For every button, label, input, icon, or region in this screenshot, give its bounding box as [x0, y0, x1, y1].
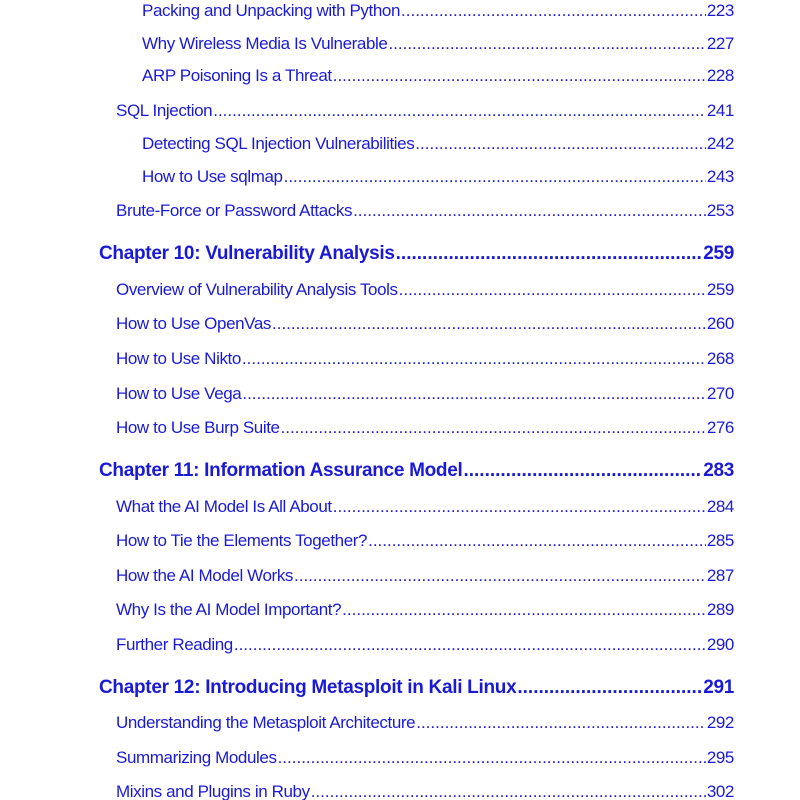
toc-entry-page-number: 270 — [706, 384, 734, 403]
dot-leader — [333, 66, 706, 86]
toc-entry-title: How to Use sqlmap — [142, 167, 283, 186]
toc-entry-title: Why Is the AI Model Important? — [116, 600, 342, 619]
toc-entry-page-number: 242 — [706, 134, 734, 153]
dot-leader — [342, 600, 706, 620]
toc-entry-page-number: 292 — [706, 713, 734, 732]
toc-chapter-12[interactable] — [99, 677, 734, 699]
dot-leader — [294, 566, 706, 586]
toc-entry-detecting-sql-injection[interactable] — [142, 134, 734, 154]
toc-entry-title: ARP Poisoning Is a Threat — [142, 66, 332, 85]
toc-chapter-page-number: 283 — [703, 460, 734, 481]
toc-entry-page-number: 223 — [706, 1, 734, 20]
dot-leader — [284, 167, 706, 187]
toc-entry-title: Packing and Unpacking with Python — [142, 1, 401, 20]
toc-entry-ai-model-important[interactable] — [116, 600, 734, 620]
dot-leader — [396, 243, 703, 265]
dot-leader — [311, 782, 706, 800]
toc-entry-page-number: 302 — [706, 782, 734, 800]
toc-entry-title: Understanding the Metasploit Architecture — [116, 713, 416, 732]
dot-leader — [242, 349, 706, 369]
toc-chapter-11[interactable] — [99, 460, 734, 482]
toc-chapter-title: Chapter 11: Information Assurance Model — [99, 460, 463, 481]
toc-chapter-10[interactable] — [99, 243, 734, 265]
dot-leader — [353, 201, 706, 221]
toc-entry-page-number: 253 — [706, 201, 734, 220]
dot-leader — [416, 713, 706, 733]
toc-entry-page-number: 295 — [706, 748, 734, 767]
toc-entry-metasploit-architecture[interactable] — [116, 713, 734, 733]
toc-entry-title: Mixins and Plugins in Ruby — [116, 782, 310, 800]
toc-entry-page-number: 268 — [706, 349, 734, 368]
dot-leader — [368, 531, 706, 551]
toc-entry-page-number: 276 — [706, 418, 734, 437]
toc-entry-title: How the AI Model Works — [116, 566, 294, 585]
toc-entry-title: Detecting SQL Injection Vulnerabilities — [142, 134, 415, 153]
toc-chapter-title: Chapter 12: Introducing Metasploit in Kali Linux — [99, 677, 517, 698]
toc-entry-title: Why Wireless Media Is Vulnerable — [142, 34, 388, 53]
toc-entry-title: Overview of Vulnerability Analysis Tools — [116, 280, 398, 299]
toc-chapter-page-number: 259 — [703, 243, 734, 264]
toc-entry-title: How to Use OpenVas — [116, 314, 272, 333]
toc-entry-ai-model-about[interactable] — [116, 497, 734, 517]
toc-entry-page-number: 287 — [706, 566, 734, 585]
dot-leader — [415, 134, 706, 154]
toc-entry-wireless-media-vulnerable[interactable] — [142, 34, 734, 54]
dot-leader — [333, 497, 706, 517]
dot-leader — [278, 748, 706, 768]
toc-entry-sql-injection[interactable] — [116, 101, 734, 121]
dot-leader — [234, 635, 706, 655]
toc-entry-title: Further Reading — [116, 635, 233, 654]
dot-leader — [388, 34, 705, 54]
dot-leader — [281, 418, 706, 438]
toc-entry-page-number: 228 — [706, 66, 734, 85]
toc-entry-page-number: 243 — [706, 167, 734, 186]
dot-leader — [517, 677, 702, 699]
toc-entry-title: What the AI Model Is All About — [116, 497, 332, 516]
toc-entry-title: Brute-Force or Password Attacks — [116, 201, 353, 220]
dot-leader — [242, 384, 705, 404]
toc-entry-vega[interactable] — [116, 384, 734, 404]
toc-entry-title: SQL Injection — [116, 101, 213, 120]
dot-leader — [272, 314, 706, 334]
toc-entry-page-number: 259 — [706, 280, 734, 299]
toc-entry-vulnerability-tools-overview[interactable] — [116, 280, 734, 300]
toc-entry-title: How to Use Nikto — [116, 349, 241, 368]
toc-entry-packing-unpacking-python[interactable] — [142, 1, 734, 21]
toc-entry-ai-model-works[interactable] — [116, 566, 734, 586]
toc-entry-page-number: 284 — [706, 497, 734, 516]
toc-entry-nikto[interactable] — [116, 349, 734, 369]
toc-entry-further-reading[interactable] — [116, 635, 734, 655]
toc-entry-burp-suite[interactable] — [116, 418, 734, 438]
toc-entry-arp-poisoning[interactable] — [142, 66, 734, 86]
toc-entry-page-number: 290 — [706, 635, 734, 654]
dot-leader — [213, 101, 706, 121]
toc-entry-summarizing-modules[interactable] — [116, 748, 734, 768]
toc-entry-mixins-plugins-ruby[interactable] — [116, 782, 734, 800]
dot-leader — [463, 460, 702, 482]
toc-entry-title: How to Use Vega — [116, 384, 242, 403]
toc-entry-page-number: 241 — [706, 101, 734, 120]
dot-leader — [399, 280, 706, 300]
toc-entry-openvas[interactable] — [116, 314, 734, 334]
toc-chapter-page-number: 291 — [703, 677, 734, 698]
toc-entry-brute-force-attacks[interactable] — [116, 201, 734, 221]
dot-leader — [401, 1, 706, 21]
toc-entry-title: How to Use Burp Suite — [116, 418, 280, 437]
toc-entry-page-number: 227 — [706, 34, 734, 53]
toc-entry-page-number: 289 — [706, 600, 734, 619]
toc-entry-how-to-use-sqlmap[interactable] — [142, 167, 734, 187]
toc-entry-page-number: 285 — [706, 531, 734, 550]
toc-entry-title: How to Tie the Elements Together? — [116, 531, 368, 550]
toc-entry-tie-elements-together[interactable] — [116, 531, 734, 551]
toc-entry-title: Summarizing Modules — [116, 748, 277, 767]
toc-entry-page-number: 260 — [706, 314, 734, 333]
toc-chapter-title: Chapter 10: Vulnerability Analysis — [99, 243, 395, 264]
